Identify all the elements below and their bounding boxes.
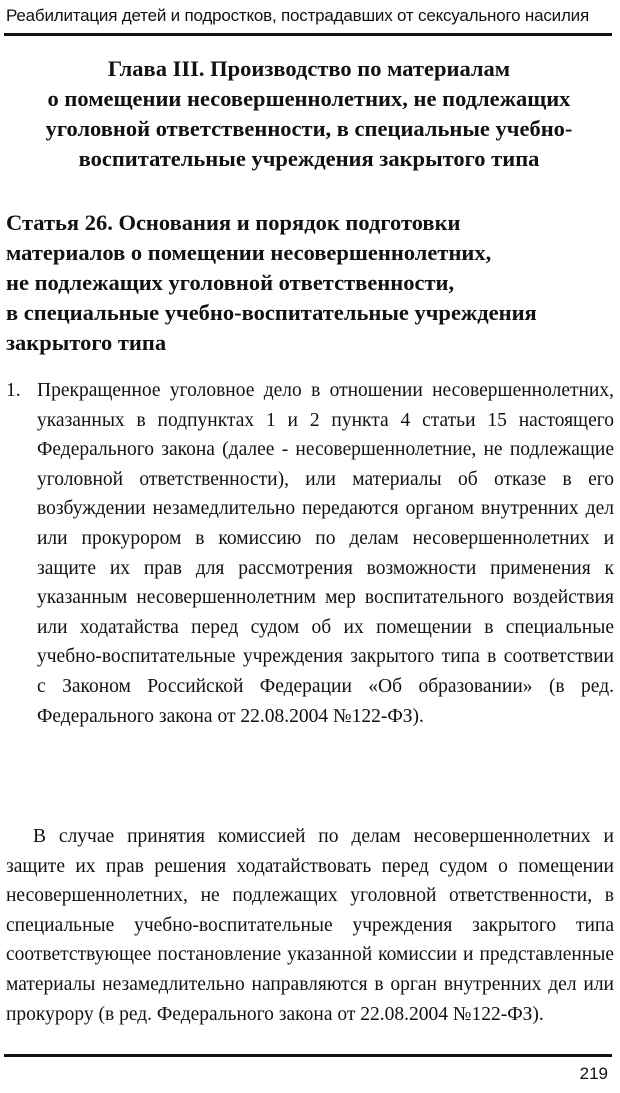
- item-text: Прекращенное уголовное дело в отношении несовершеннолетних, указанных в подпунктах 1 и 2 пункта 4 статьи 15 настоящего Федерального закона (далее - несовершеннолетние, не подлежащие уголовной ответственности), или материалы об отказе в его возбуждении незамедлительно передаются органом внутренних дел или прокурором в комиссию по делам несовершеннолетних и защите их прав для рассмотрения возможности применения к указанным несовершеннолетним мер воспитательного воздействия или ходатайства перед судом об их помещении в специальные учебно-воспитательные учреждения закрытого типа в соответствии с Законом Российской Федерации «Об образовании» (в ред. Федерального закона от 22.08.2004 №122-ФЗ).: [37, 380, 614, 727]
- article-title: [6, 208, 612, 358]
- body-paragraph: В случае принятия комиссией по делам несовершеннолетних и защите их прав решения ходатайствовать перед судом о помещении несовершеннолетних, не подлежащих уголовной ответственности, в специальные учебно-воспитательные учреждения закрытого типа соответствующее постановление указанной комиссии и представленные материалы незамедлительно направляются в орган внутренних дел или прокурору (в ред. Федерального закона от 22.08.2004 №122-ФЗ).: [6, 826, 614, 1025]
- article-title-line: в специальные учебно-воспитательные учреждения: [6, 300, 537, 325]
- numbered-item: [6, 376, 614, 731]
- chapter-title-line: о помещении несовершеннолетних, не подлежащих: [47, 86, 571, 111]
- chapter-title-line: воспитательные учреждения закрытого типа: [78, 146, 540, 171]
- footer-rule: [4, 1054, 612, 1057]
- header-rule: [4, 33, 612, 36]
- chapter-title: [24, 54, 594, 174]
- chapter-title-line: уголовной ответственности, в специальные учебно-: [45, 116, 573, 141]
- running-header: Реабилитация детей и подростков, пострадавших от сексуального насилия: [6, 6, 589, 25]
- page-number: 219: [579, 1064, 608, 1083]
- article-title-line: закрытого типа: [6, 330, 167, 355]
- article-title-line: Статья 26. Основания и порядок подготовки: [6, 210, 461, 235]
- item-number: 1.: [6, 380, 21, 401]
- article-title-line: материалов о помещении несовершеннолетних,: [6, 240, 492, 265]
- chapter-title-line: Глава III. Производство по материалам: [107, 56, 511, 81]
- article-title-line: не подлежащих уголовной ответственности,: [6, 270, 455, 295]
